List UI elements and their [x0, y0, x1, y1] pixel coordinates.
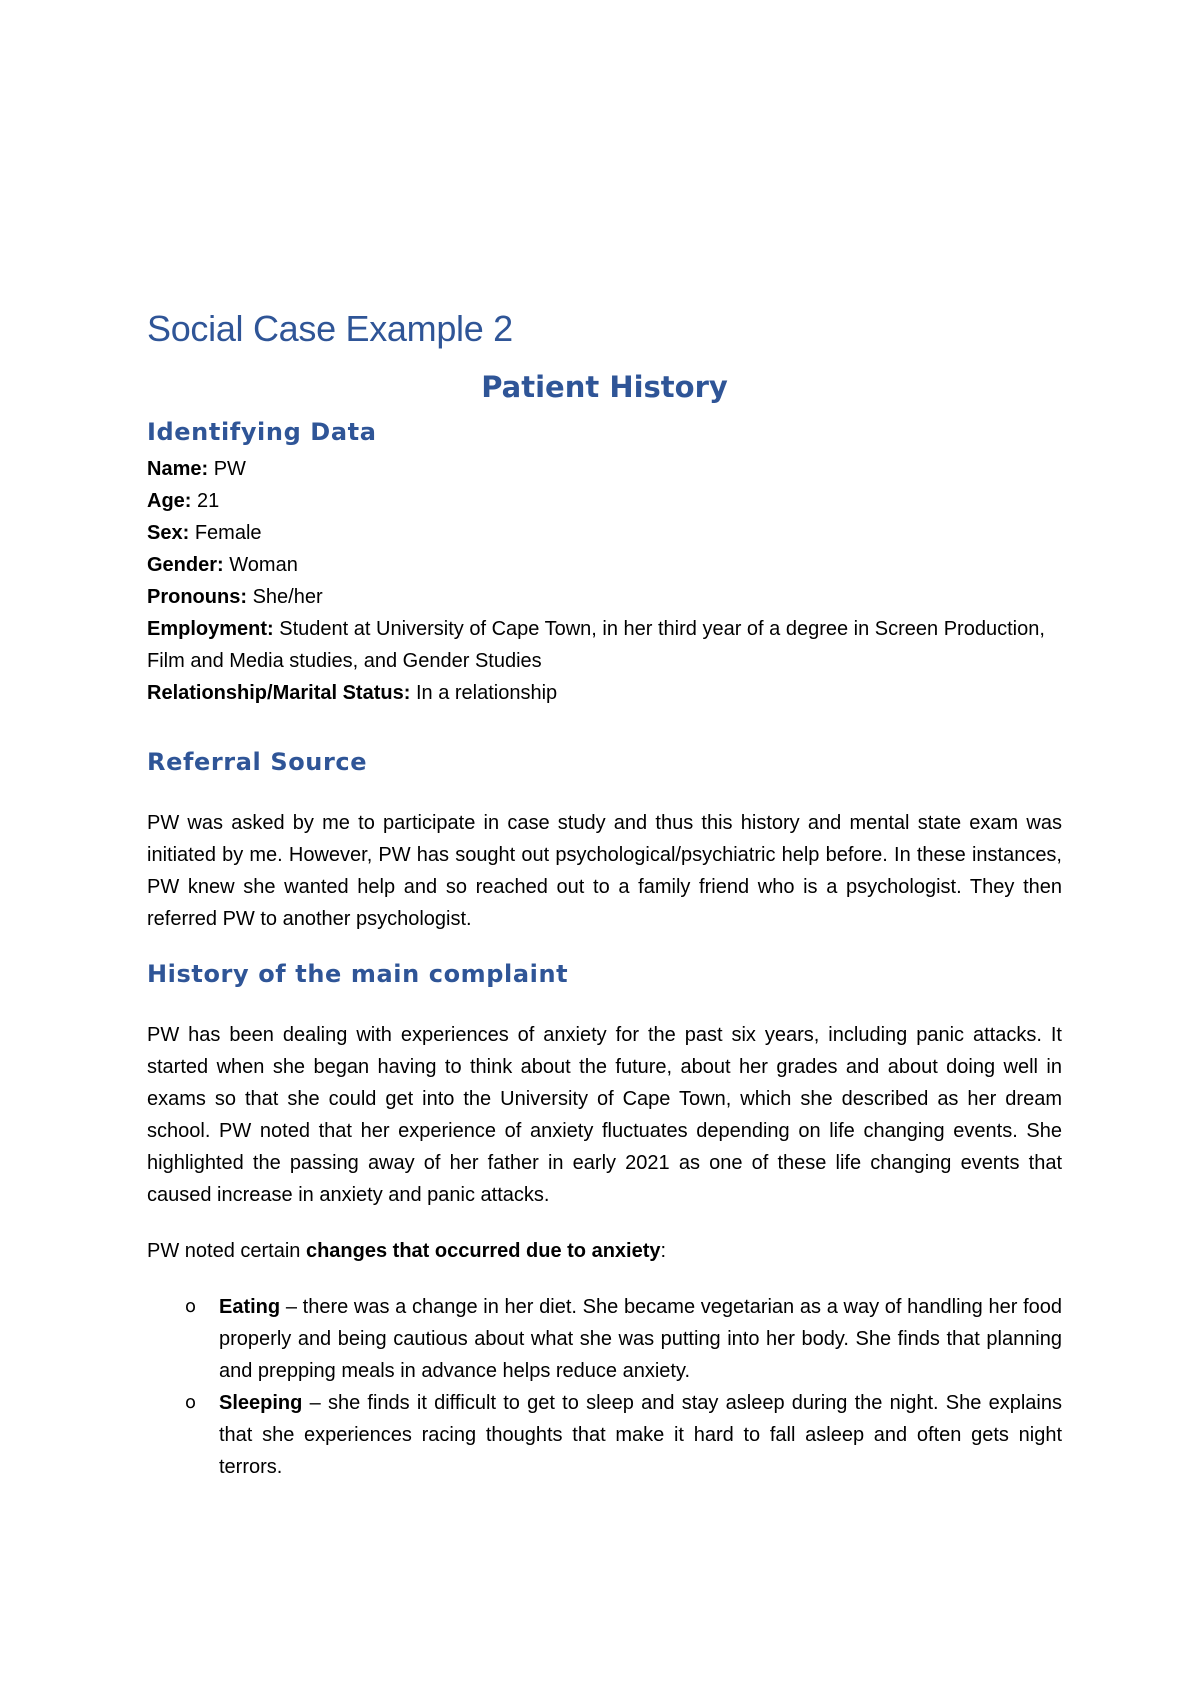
field-value: In a relationship [415, 682, 558, 704]
field-value: PW [213, 458, 246, 480]
field-label: Employment [147, 618, 268, 640]
history-main-complaint-heading: History of the main complaint [147, 960, 569, 988]
bullet-circle-icon: o [185, 1296, 197, 1317]
field-employment: Employment: Student at University of Cape Town, in her third year of a degree in Screen Production, Film and Media studies, and Gender Studies [147, 618, 1045, 672]
bullet-circle-icon: o [185, 1392, 197, 1413]
changes-list [147, 1291, 1062, 1483]
field-label: Gender [147, 554, 218, 576]
field-label: Sex [147, 522, 183, 544]
changes-intro-bold: changes that occurred due to anxiety [305, 1240, 661, 1262]
change-term: Eating [219, 1296, 281, 1318]
changes-intro-suffix: : [660, 1240, 667, 1262]
field-value: 21 [197, 490, 220, 512]
field-relationship-status: Relationship/Marital Status: In a relationship [147, 682, 558, 704]
list-item [147, 1291, 1062, 1387]
field-label: Pronouns [147, 586, 241, 608]
change-text: – there was a change in her diet. She became vegetarian as a way of handling her food properly and being cautious about what she was putting into her body. She finds that planning and prepping meals in advance helps reduce anxiety. [219, 1296, 1062, 1382]
field-value: She/her [252, 586, 323, 608]
referral-source-heading: Referral Source [147, 748, 368, 776]
identifying-data-heading: Identifying Data [147, 418, 377, 446]
field-gender: Gender: Woman [147, 554, 298, 576]
changes-intro-prefix: PW noted certain [147, 1240, 306, 1262]
change-text: – she finds it difficult to get to sleep and stay asleep during the night. She explains that she experiences racing thoughts that make it hard to fall asleep and often gets night terrors. [219, 1392, 1062, 1478]
list-item [147, 1387, 1062, 1483]
document-page [147, 300, 1062, 1483]
field-value: Student at University of Cape Town, in her third year of a degree in Screen Production, Film and Media studies, and Gender Studies [147, 618, 1045, 672]
referral-source-paragraph: PW was asked by me to participate in case study and thus this history and mental state exam was initiated by me. However, PW has sought out psychological/psychiatric help before. In these instances, PW knew she wanted help and so reached out to a family friend who is a psychologist. They then referred PW to another psychologist. [147, 812, 1062, 930]
changes-intro [147, 1235, 1062, 1267]
field-sex: Sex: Female [147, 522, 262, 544]
identifying-data-fields [147, 453, 1062, 709]
field-value: Woman [229, 554, 298, 576]
history-main-complaint-paragraph: PW has been dealing with experiences of anxiety for the past six years, including panic attacks. It started when she began having to think about the future, about her grades and about doing well in exams so that she could get into the University of Cape Town, which she described as her dream school. PW noted that her experience of anxiety fluctuates depending on life changing events. She highlighted the passing away of her father in early 2021 as one of these life changing events that caused increase in anxiety and panic attacks. [147, 1024, 1062, 1206]
document-title: Social Case Example 2 [147, 308, 513, 349]
field-label: Relationship/Marital Status [147, 682, 404, 704]
change-term: Sleeping [219, 1392, 303, 1414]
field-name: Name: PW [147, 458, 246, 480]
patient-history-heading: Patient History [481, 370, 728, 404]
field-age: Age: 21 [147, 490, 220, 512]
field-value: Female [194, 522, 262, 544]
field-pronouns: Pronouns: She/her [147, 586, 323, 608]
field-label: Age [147, 490, 185, 512]
field-label: Name [147, 458, 202, 480]
